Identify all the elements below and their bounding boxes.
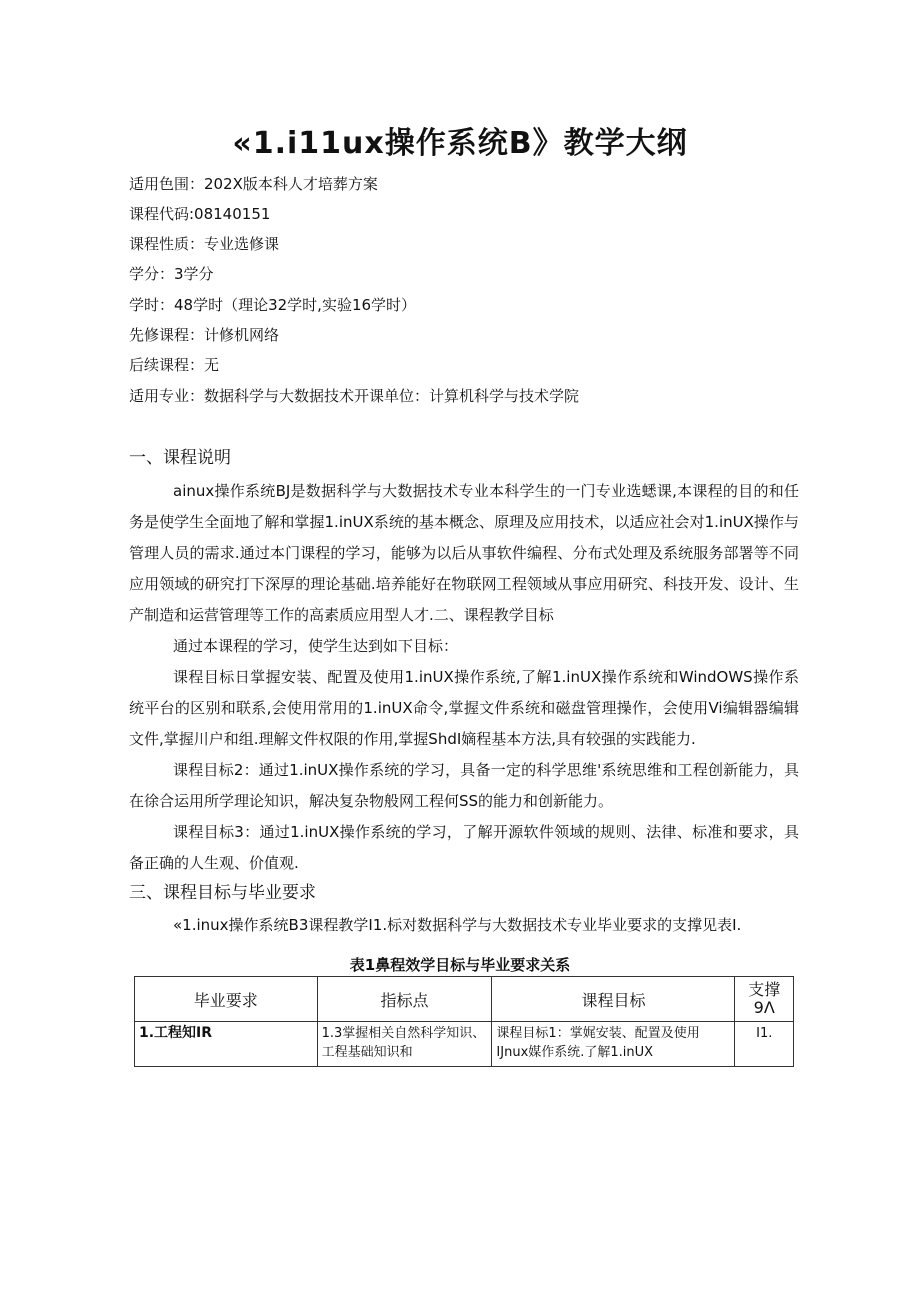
cell-indicator-point: 1.3掌握相关自然科学知识、工程基础知识和 xyxy=(317,1022,492,1067)
meta-hours: 学时：48学时（理论32学时,实验16学时） xyxy=(129,296,417,314)
meta-major: 适用专业：数据科学与大数据技术开课单位：计算机科学与技术学院 xyxy=(129,387,580,405)
cell-requirement: 1.工程知IR xyxy=(135,1022,318,1067)
meta-prerequisite: 先修课程：计修机网络 xyxy=(129,326,280,344)
paragraph-course-description: ainux操作系统BJ是数据科学与大数据技术专业本科学生的一门专业选蟋课,本课程的目的和任务是使学生全面地了解和掌握1.inUX系统的基本概念、原理及应用技术，以适应社会对1.inUX操作与管理人员的需求.通过本门课程的学习，能够为以后从事软件编程、分布式处理及系统服务部署等不同应用领域的研究打下深厚的理论基础.培养能好在物联网工程领域从事应用研究、科技开发、设计、生产制造和运营管理等工作的高素质应用型人才.二、课程教学目标 xyxy=(129,482,799,624)
cell-support: I1. xyxy=(735,1022,794,1067)
header-support-suffix: 9Λ xyxy=(753,998,775,1017)
meta-credits: 学分：3学分 xyxy=(129,265,214,283)
table-caption: 表1鼻程效学目标与毕业要求关系 xyxy=(349,956,571,974)
meta-scope: 适用色围：202X版本科人才培葬方案 xyxy=(129,175,378,193)
section-heading-course-description: 一、课程说明 xyxy=(129,448,231,468)
paragraph-table-reference: «1.inux操作系统B3课程教学I1.标对数据科学与大数据技术专业毕业要求的支撑见表I. xyxy=(173,916,742,934)
header-support xyxy=(735,977,794,1022)
header-support-label: 支撑 xyxy=(748,980,781,999)
header-graduation-requirement: 毕业要求 xyxy=(135,977,318,1022)
header-course-goal: 课程目标 xyxy=(492,977,735,1022)
paragraph-goal-3: 课程目标3：通过1.inUX操作系统的学习，了解开源软件领域的规则、法律、标准和要求，具备正确的人生观、价值观. xyxy=(129,823,799,872)
paragraph-goal-1: 课程目标日掌握安装、配置及使用1.inUX操作系统,了解1.inUX操作系统和WindOWS操作系统平台的区别和联系,会使用常用的1.inUX命令,掌握文件系统和磁盘管理操作，会使用Vi编辑器编辑文件,掌握川户和组.理解文件权限的作用,掌握ShdI嫡程基本方法,具有较强的实践能力. xyxy=(129,668,799,748)
table-header-row xyxy=(135,977,794,1022)
meta-course-code: 课程代码:08140151 xyxy=(129,205,271,223)
page-title: «1.i11ux操作系统B》教学大纲 xyxy=(232,126,688,161)
header-indicator-point: 指标点 xyxy=(317,977,492,1022)
requirements-table xyxy=(134,976,794,1067)
cell-course-goal: 课程目标1：掌娓安装、配置及使用IJnux媒作系统.了解1.inUX xyxy=(492,1022,735,1067)
section-heading-goals-requirements: 三、课程目标与毕业要求 xyxy=(129,883,316,903)
table-row xyxy=(135,1022,794,1067)
paragraph-goals-intro: 通过本课程的学习，使学生达到如下目标： xyxy=(173,637,459,655)
paragraph-goal-2: 课程目标2：通过1.inUX操作系统的学习，具备一定的科学思维'系统思维和工程创新能力，具在徐合运用所学理论知识，解决复杂物般网工程何SS的能力和创新能力。 xyxy=(129,761,799,810)
meta-follow-up: 后续课程：无 xyxy=(129,356,220,374)
meta-course-nature: 课程性质：专业选修课 xyxy=(129,235,280,253)
